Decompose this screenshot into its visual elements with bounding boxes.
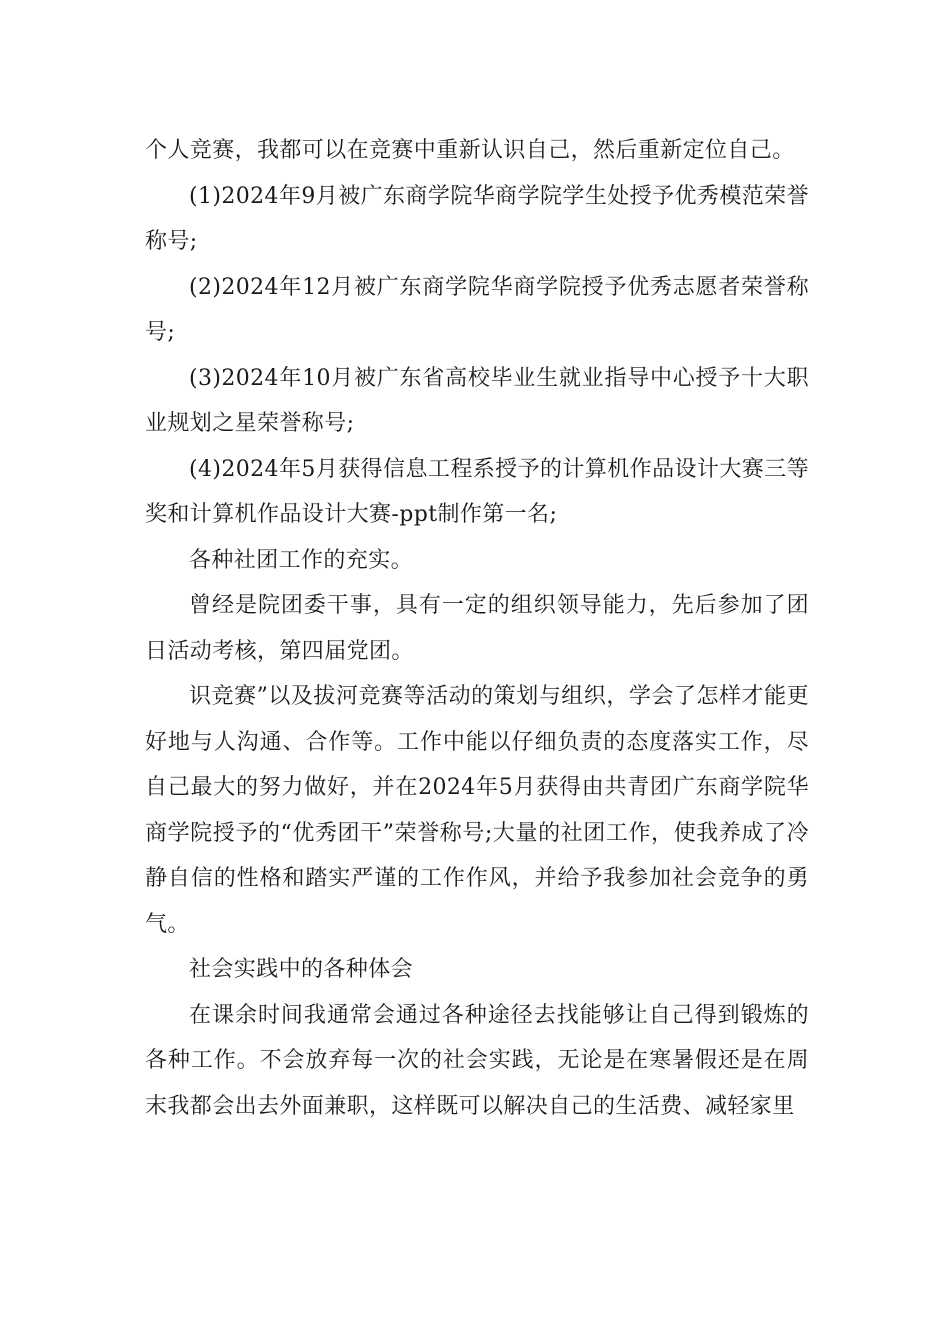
paragraph-5: (4)2024年5月获得信息工程系授予的计算机作品设计大赛三等奖和计算机作品设计大赛-ppt制作第一名; [145, 456, 809, 527]
paragraph-6: 各种社团工作的充实。 [189, 547, 414, 573]
paragraph-3: (2)2024年12月被广东商学院华商学院授予优秀志愿者荣誉称号; [145, 274, 809, 345]
paragraph-10: 在课余时间我通常会通过各种途径去找能够让自己得到锻炼的各种工作。不会放弃每一次的社会实践，无论是在寒暑假还是在周末我都会出去外面兼职，这样既可以解决自己的生活费、减轻家里 [145, 1002, 809, 1119]
paragraph-2: (1)2024年9月被广东商学院华商学院学生处授予优秀模范荣誉称号; [145, 183, 809, 254]
document-body [145, 128, 809, 1129]
paragraph-9: 社会实践中的各种体会 [189, 957, 414, 982]
paragraph-4: (3)2024年10月被广东省高校毕业生就业指导中心授予十大职业规划之星荣誉称号; [145, 365, 809, 436]
paragraph-7: 曾经是院团委干事，具有一定的组织领导能力，先后参加了团日活动考核，第四届党团。 [145, 593, 809, 664]
paragraph-8: 识竞赛”以及拔河竞赛等活动的策划与组织，学会了怎样才能更好地与人沟通、合作等。工作中能以仔细负责的态度落实工作，尽自己最大的努力做好，并在2024年5月获得由共青团广东商学院华商学院授予的“优秀团干”荣誉称号;大量的社团工作，使我养成了冷静自信的性格和踏实严谨的工作作风，并给予我参加社会竞争的勇气。 [145, 684, 809, 937]
paragraph-1: 个人竞赛，我都可以在竞赛中重新认识自己，然后重新定位自己。 [145, 138, 795, 163]
